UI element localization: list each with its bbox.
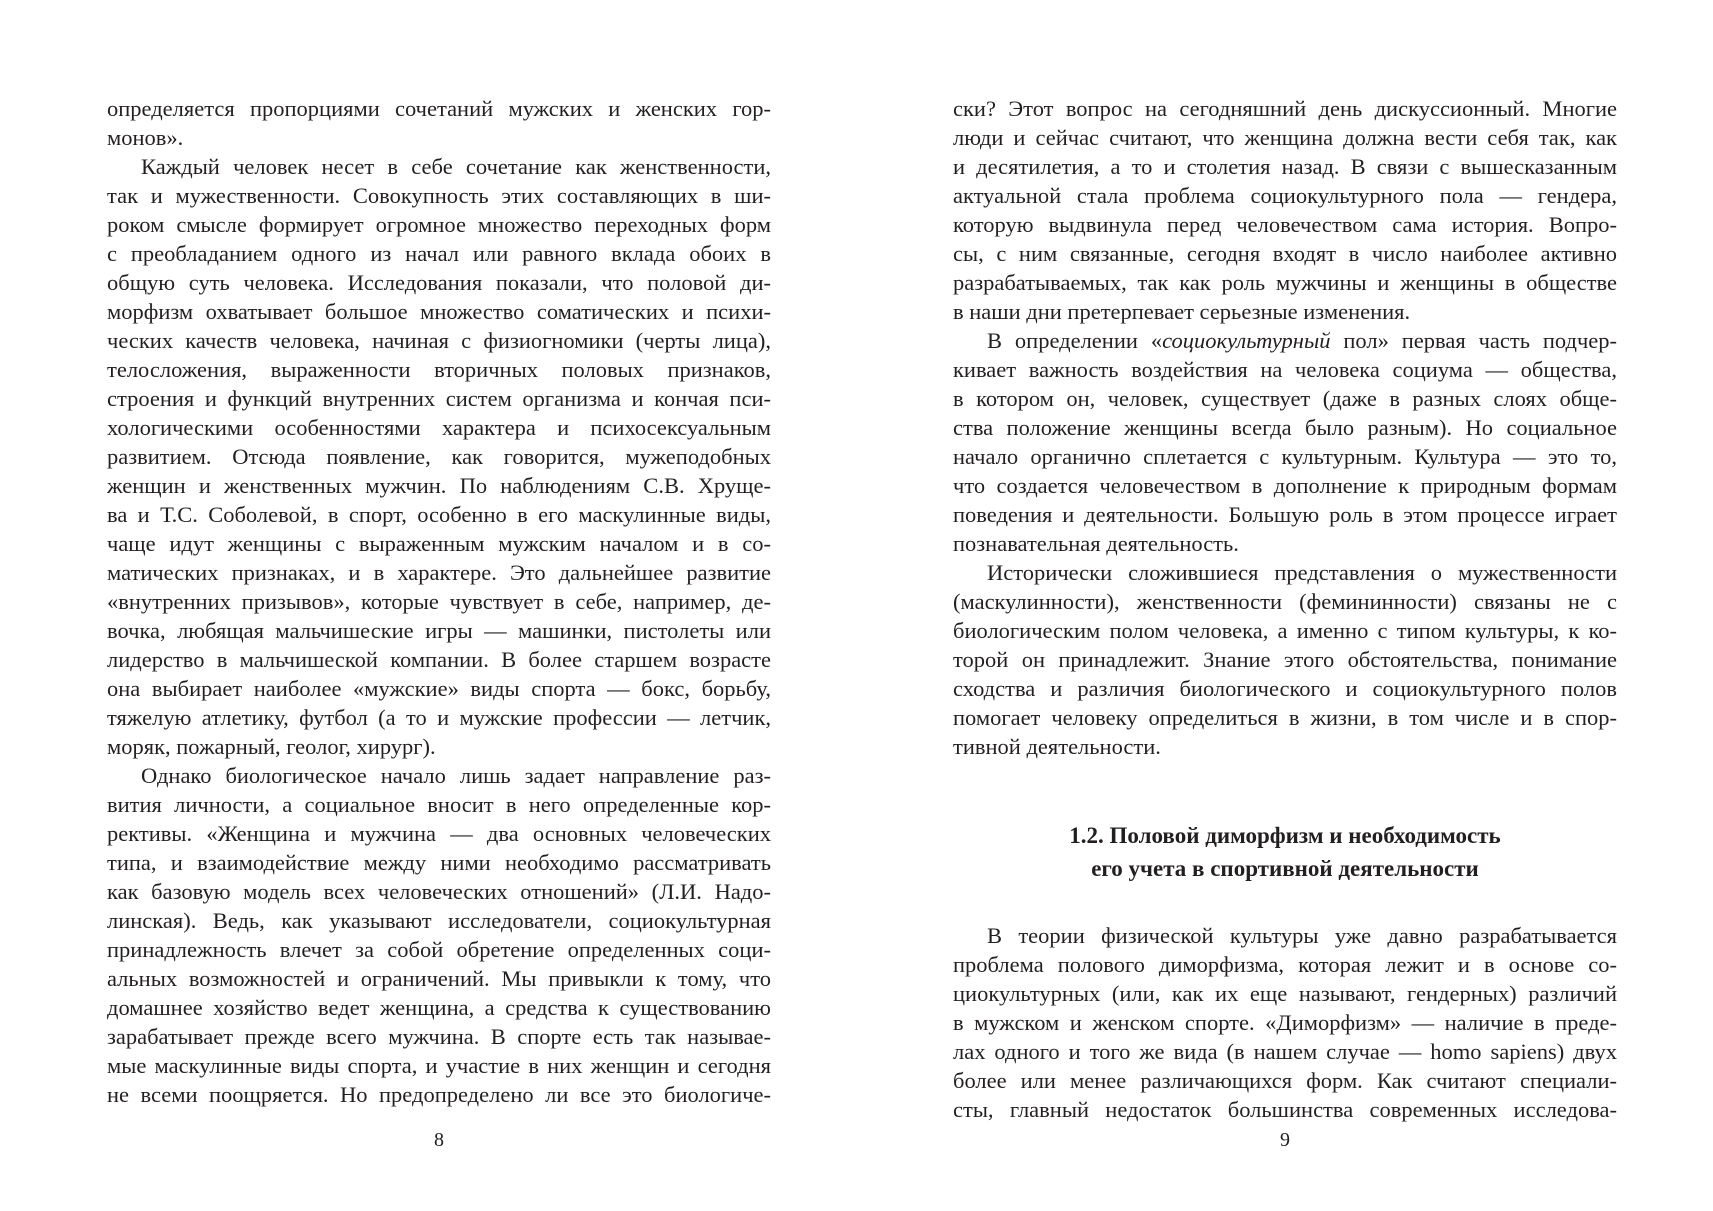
text-line: телосложения, выраженности вторичных половых признаков,: [107, 357, 771, 382]
text-line: ва и Т.С. Соболевой, в спорт, особенно в его маскулинные виды,: [107, 502, 771, 527]
text-line: кивает важность воздействия на человека социума — общества,: [953, 357, 1617, 382]
text-line: женщин и женственных мужчин. По наблюдениям С.В. Хруще-: [107, 473, 771, 498]
text-line: мые маскулинные виды спорта, и участие в них женщин и сегодня: [107, 1053, 771, 1078]
text-line: Исторически сложившиеся представления о мужественности: [987, 560, 1617, 585]
text-line: в мужском и женском спорте. «Диморфизм» — наличие в преде-: [953, 1010, 1617, 1035]
text-line: матических признаках, и в характере. Это дальнейшее развитие: [107, 560, 771, 585]
text-line: В теории физической культуры уже давно разрабатывается: [987, 923, 1617, 948]
text-line: вития личности, а социальное вносит в него определенные кор-: [107, 792, 771, 817]
text-line: морфизм охватывает большое множество соматических и психи-: [107, 299, 771, 324]
text-line: сы, с ним связанные, сегодня входят в число наиболее активно: [953, 241, 1617, 266]
text-line: в котором он, человек, существует (даже в разных слоях обще-: [953, 386, 1617, 411]
text-line: сходства и различия биологического и социокультурного полов: [953, 676, 1617, 701]
text-line: торой он принадлежит. Знание этого обстоятельства, понимание: [953, 647, 1617, 672]
text-segment: пол» первая часть подчер-: [1330, 328, 1617, 353]
text-line: ческих качеств человека, начиная с физиогномики (черты лица),: [107, 328, 771, 353]
text-line: монов».: [107, 125, 184, 150]
text-line: тяжелую атлетику, футбол (а то и мужские профессии — летчик,: [107, 705, 771, 730]
text-line: с преобладанием одного из начал или равного вклада обоих в: [107, 241, 771, 266]
text-line: строения и функций внутренних систем организма и кончая пси-: [107, 386, 771, 411]
text-line: и десятилетия, а то и столетия назад. В связи с вышесказанным: [953, 154, 1617, 179]
right-page: [953, 94, 1617, 1124]
text-line: рективы. «Женщина и мужчина — два основных человеческих: [107, 821, 771, 846]
text-line: помогает человеку определиться в жизни, в том числе и в спор-: [953, 705, 1617, 730]
text-line: тивной деятельности.: [953, 734, 1161, 759]
text-line: ства положение женщины всегда было разным). Но социальное: [953, 415, 1617, 440]
text-line: общую суть человека. Исследования показали, что половой ди-: [107, 270, 771, 295]
text-line: хологическими особенностями характера и психосексуальным: [107, 415, 771, 440]
text-line: ски? Этот вопрос на сегодняшний день дискуссионный. Многие: [953, 96, 1617, 121]
section-heading: [953, 819, 1617, 885]
text-line: как базовую модель всех человеческих отношений» (Л.И. Надо-: [107, 879, 771, 904]
section-heading-line: его учета в спортивной деятельности: [1091, 856, 1479, 881]
text-line: альных возможностей и ограничений. Мы привыкли к тому, что: [107, 966, 771, 991]
page-number: 9: [1280, 1129, 1290, 1151]
text-line: начало органично сплетается с культурным. Культура — это то,: [953, 444, 1617, 469]
text-line: в наши дни претерпевает серьезные изменения.: [953, 299, 1411, 324]
text-line: домашнее хозяйство ведет женщина, а средства к существованию: [107, 995, 771, 1020]
text-line: Каждый человек несет в себе сочетание как женственности,: [141, 154, 771, 179]
text-line: циокультурных (или, как их еще называют, гендерных) различий: [953, 981, 1617, 1006]
text-line: развитием. Отсюда появление, как говорится, мужеподобных: [107, 444, 771, 469]
text-line: определяется пропорциями сочетаний мужских и женских гор-: [107, 96, 771, 121]
text-line: линская). Ведь, как указывают исследователи, социокультурная: [107, 908, 771, 933]
italic-term: социокультурный: [1162, 328, 1331, 353]
text-line: так и мужественности. Совокупность этих составляющих в ши-: [107, 183, 771, 208]
text-line: сты, главный недостаток большинства современных исследова-: [953, 1097, 1617, 1122]
text-line: «внутренних призывов», которые чувствует в себе, например, де-: [107, 589, 771, 614]
page-number: 8: [434, 1129, 444, 1151]
text-line: моряк, пожарный, геолог, хирург).: [107, 734, 436, 759]
text-segment: В определении «: [987, 328, 1163, 353]
text-line: люди и сейчас считают, что женщина должна вести себя так, как: [953, 125, 1617, 150]
text-line: актуальной стала проблема социокультурного пола — гендера,: [953, 183, 1617, 208]
text-line: не всеми поощряется. Но предопределено ли все это биологиче-: [107, 1082, 771, 1107]
text-line: вочка, любящая мальчишеские игры — машинки, пистолеты или: [107, 618, 771, 643]
text-line: принадлежность влечет за собой обретение определенных соци-: [107, 937, 771, 962]
text-line: Однако биологическое начало лишь задает направление раз-: [141, 763, 771, 788]
text-line: поведения и деятельности. Большую роль в этом процессе играет: [953, 502, 1617, 527]
text-line: биологическим полом человека, а именно с типом культуры, к ко-: [953, 618, 1617, 643]
left-page: [107, 94, 771, 1109]
text-line: которую выдвинула перед человечеством сама история. Вопро-: [953, 212, 1617, 237]
text-line: типа, и взаимодействие между ними необходимо рассматривать: [107, 850, 771, 875]
text-line: зарабатывает прежде всего мужчина. В спорте есть так называе-: [107, 1024, 771, 1049]
text-line: она выбирает наиболее «мужские» виды спорта — бокс, борьбу,: [107, 676, 771, 701]
text-line: роком смысле формирует огромное множество переходных форм: [107, 212, 771, 237]
text-line: что создается человечеством в дополнение к природным формам: [953, 473, 1617, 498]
text-line: проблема полового диморфизма, которая лежит и в основе со-: [953, 952, 1617, 977]
text-line: познавательная деятельность.: [953, 531, 1239, 556]
text-line: (маскулинности), женственности (фемининности) связаны не с: [953, 589, 1617, 614]
text-line: разрабатываемых, так как роль мужчины и женщины в обществе: [953, 270, 1617, 295]
text-line-with-italic: [953, 326, 1617, 355]
text-line: лах одного и того же вида (в нашем случае — homo sapiens) двух: [953, 1039, 1617, 1064]
text-line: лидерство в мальчишеской компании. В более старшем возрасте: [107, 647, 771, 672]
section-heading-line: 1.2. Половой диморфизм и необходимость: [1069, 823, 1501, 848]
text-line: более или менее различающихся форм. Как считают специали-: [953, 1068, 1617, 1093]
text-line: чаще идут женщины с выраженным мужским началом и в со-: [107, 531, 771, 556]
